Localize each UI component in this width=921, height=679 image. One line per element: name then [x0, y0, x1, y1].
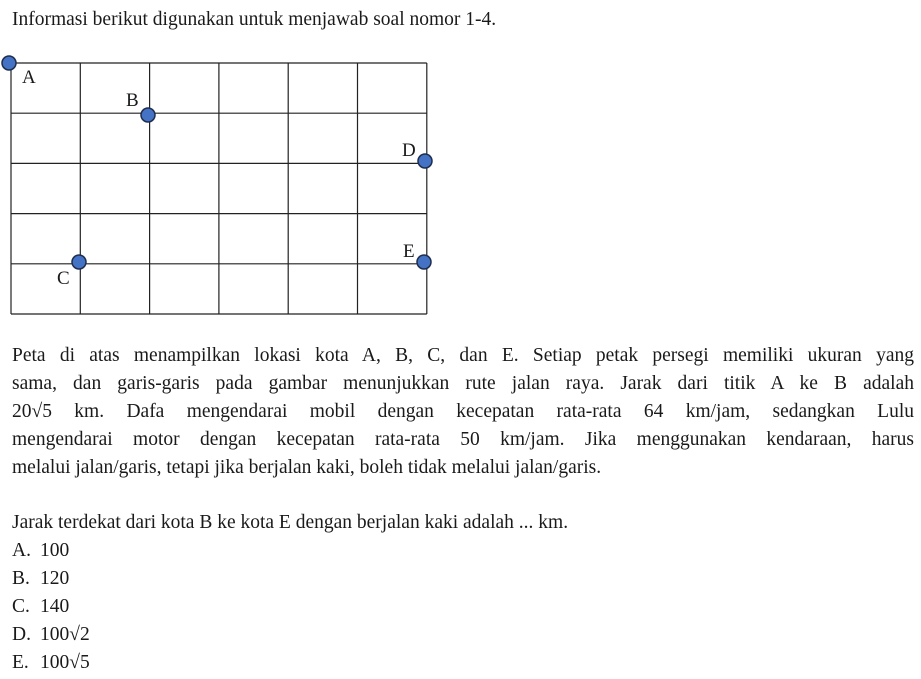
description-line-4: mengendarai motor dengan kecepatan rata-rata 50 km/jam. Jika menggunakan kendaraan, harus: [12, 429, 914, 450]
city-point-a: [2, 56, 16, 70]
option-text: 100: [40, 540, 70, 561]
option-a[interactable]: [12, 537, 90, 565]
description-line-2: sama, dan garis-garis pada gambar menunjukkan rute jalan raya. Jarak dari titik A ke B adalah: [12, 373, 914, 394]
answer-options: [12, 537, 90, 677]
city-point-c: [72, 255, 86, 269]
city-map: [0, 52, 440, 322]
option-text: 100√5: [40, 652, 90, 673]
description-line-3: 20√5 km. Dafa mengendarai mobil dengan kecepatan rata-rata 64 km/jam, sedangkan Lulu: [12, 401, 914, 422]
option-letter: D.: [12, 624, 31, 645]
option-c[interactable]: [12, 593, 90, 621]
city-label-d: D: [402, 140, 416, 161]
option-b[interactable]: [12, 565, 90, 593]
option-e[interactable]: [12, 649, 90, 677]
option-letter: E.: [12, 652, 29, 673]
option-letter: A.: [12, 540, 31, 561]
city-label-c: C: [57, 268, 70, 289]
option-text: 140: [40, 596, 70, 617]
option-text: 120: [40, 568, 70, 589]
option-d[interactable]: [12, 621, 90, 649]
option-letter: B.: [12, 568, 30, 589]
city-point-b: [141, 108, 155, 122]
city-point-d: [418, 154, 432, 168]
city-label-e: E: [403, 241, 415, 262]
city-label-b: B: [126, 90, 139, 111]
city-point-e: [417, 255, 431, 269]
description-line-1: Peta di atas menampilkan lokasi kota A, B, C, dan E. Setiap petak persegi memiliki ukuran yang: [12, 345, 914, 366]
question-text: Jarak terdekat dari kota B ke kota E dengan berjalan kaki adalah ... km.: [12, 512, 569, 533]
city-points: [2, 56, 432, 269]
problem-description: [12, 342, 914, 482]
road-grid: [11, 63, 427, 314]
option-text: 100√2: [40, 624, 90, 645]
description-line-5: melalui jalan/garis, tetapi jika berjalan kaki, boleh tidak melalui jalan/garis.: [12, 457, 602, 478]
option-letter: C.: [12, 596, 30, 617]
intro-text: Informasi berikut digunakan untuk menjawab soal nomor 1-4.: [12, 9, 497, 30]
city-label-a: A: [22, 67, 36, 88]
